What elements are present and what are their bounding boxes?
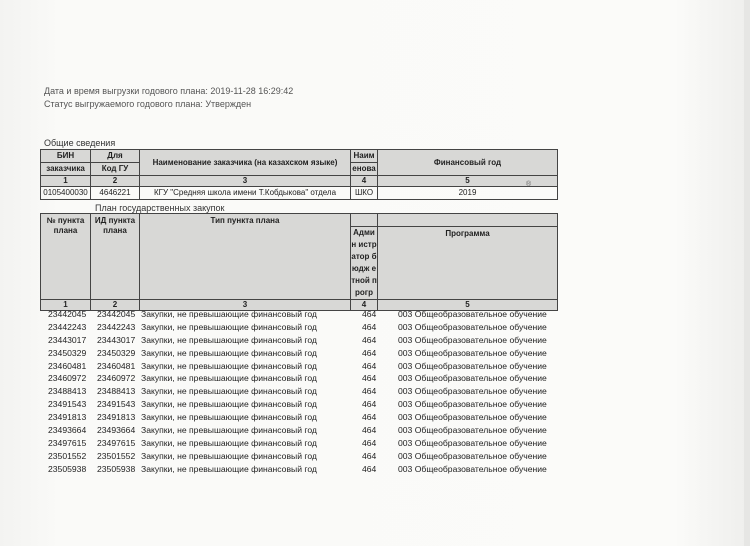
row-admin-code: 464 bbox=[362, 425, 377, 436]
row-admin-code: 464 bbox=[362, 373, 377, 384]
plan-header-table bbox=[40, 213, 558, 311]
col-number: 2 bbox=[91, 176, 140, 187]
row-admin-code: 464 bbox=[362, 309, 377, 319]
row-item-no: 23493664 bbox=[48, 425, 87, 436]
header-fin-year: Финансовый год bbox=[378, 150, 558, 176]
row-item-no: 23505938 bbox=[48, 463, 87, 474]
row-item-no: 23497615 bbox=[48, 437, 87, 448]
row-admin-code: 464 bbox=[362, 437, 377, 448]
header-program-spacer bbox=[378, 214, 558, 227]
table-row bbox=[40, 373, 560, 386]
row-program: 003 Общеобразовательное обучение bbox=[398, 321, 547, 332]
customer-name: КГУ "Средняя школа имени Т.Кобдыкова" отдела bbox=[140, 187, 351, 200]
row-item-type: Закупки, не превышающие финансовый год bbox=[141, 309, 317, 319]
header-bin-bottom: заказчика bbox=[41, 163, 91, 176]
row-item-no: 23460972 bbox=[48, 373, 87, 384]
row-program: 003 Общеобразовательное обучение bbox=[398, 347, 547, 358]
row-item-id: 23488413 bbox=[97, 386, 136, 397]
customer-code: 4646221 bbox=[91, 187, 140, 200]
financial-year: 2019 bbox=[378, 187, 558, 200]
header-item-id: ИД пункта плана bbox=[91, 214, 140, 300]
row-item-no: 23491543 bbox=[48, 399, 87, 410]
row-program: 003 Общеобразовательное обучение bbox=[398, 437, 547, 448]
row-program: 003 Общеобразовательное обучение bbox=[398, 360, 547, 371]
row-item-type: Закупки, не превышающие финансовый год bbox=[141, 437, 317, 448]
row-program: 003 Общеобразовательное обучение bbox=[398, 399, 547, 410]
header-admin-spacer bbox=[351, 214, 378, 227]
row-program: 003 Общеобразовательное обучение bbox=[398, 450, 547, 461]
table-row bbox=[40, 386, 560, 399]
row-item-no: 23443017 bbox=[48, 334, 87, 345]
plan-rows bbox=[40, 309, 560, 477]
export-datetime: Дата и время выгрузки годового плана: 2019-11-28 16:29:42 bbox=[44, 86, 294, 96]
row-item-no: 23442243 bbox=[48, 321, 87, 332]
general-info-table bbox=[40, 149, 558, 200]
table-row bbox=[40, 464, 560, 477]
row-program: 003 Общеобразовательное обучение bbox=[398, 425, 547, 436]
row-item-no: 23491813 bbox=[48, 412, 87, 423]
header-item-no: № пункта плана bbox=[41, 214, 91, 300]
header-admin: Админ истр атор бюдж етной прогр bbox=[351, 227, 378, 300]
plan-status: Статус выгружаемого годового плана: Утвержден bbox=[44, 99, 252, 109]
header-item-type: Тип пункта плана bbox=[140, 214, 351, 300]
row-admin-code: 464 bbox=[362, 321, 377, 332]
row-item-id: 23501552 bbox=[97, 450, 136, 461]
row-item-type: Закупки, не превышающие финансовый год bbox=[141, 425, 317, 436]
row-admin-code: 464 bbox=[362, 360, 377, 371]
table-row bbox=[40, 348, 560, 361]
row-item-id: 23491813 bbox=[97, 412, 136, 423]
row-program: 003 Общеобразовательное обучение bbox=[398, 373, 547, 384]
row-item-type: Закупки, не превышающие финансовый год bbox=[141, 450, 317, 461]
general-section-title: Общие сведения bbox=[44, 138, 116, 148]
customer-region: ШКО bbox=[351, 187, 378, 200]
header-region-bottom: енова bbox=[351, 163, 378, 176]
row-item-type: Закупки, не превышающие финансовый год bbox=[141, 386, 317, 397]
header-bin-top: БИН bbox=[41, 150, 91, 163]
table-row bbox=[40, 399, 560, 412]
table-row bbox=[40, 361, 560, 374]
row-item-id: 23497615 bbox=[97, 437, 136, 448]
row-item-id: 23460972 bbox=[97, 373, 136, 384]
row-admin-code: 464 bbox=[362, 450, 377, 461]
row-item-id: 23443017 bbox=[97, 334, 136, 345]
row-item-type: Закупки, не превышающие финансовый год bbox=[141, 360, 317, 371]
row-item-no: 23488413 bbox=[48, 386, 87, 397]
row-item-id: 23442243 bbox=[97, 321, 136, 332]
col-number: 3 bbox=[140, 300, 351, 311]
row-item-no: 23442045 bbox=[48, 309, 87, 319]
row-admin-code: 464 bbox=[362, 412, 377, 423]
plan-section-title: План государственных закупок bbox=[95, 203, 225, 213]
row-item-id: 23491543 bbox=[97, 399, 136, 410]
row-program: 003 Общеобразовательное обучение bbox=[398, 412, 547, 423]
header-program: Программа bbox=[378, 227, 558, 300]
row-item-no: 23460481 bbox=[48, 360, 87, 371]
row-admin-code: 464 bbox=[362, 399, 377, 410]
row-admin-code: 464 bbox=[362, 463, 377, 474]
header-customer-name: Наименование заказчика (на казахском языке) bbox=[140, 150, 351, 176]
scan-mark: ® bbox=[526, 181, 532, 188]
table-row bbox=[40, 412, 560, 425]
col-number: 1 bbox=[41, 176, 91, 187]
row-item-type: Закупки, не превышающие финансовый год bbox=[141, 321, 317, 332]
row-item-type: Закупки, не превышающие финансовый год bbox=[141, 412, 317, 423]
row-item-type: Закупки, не превышающие финансовый год bbox=[141, 373, 317, 384]
col-number: 4 bbox=[351, 176, 378, 187]
row-program: 003 Общеобразовательное обучение bbox=[398, 309, 547, 319]
table-row bbox=[40, 322, 560, 335]
row-item-type: Закупки, не превышающие финансовый год bbox=[141, 334, 317, 345]
row-item-id: 23493664 bbox=[97, 425, 136, 436]
col-number: 4 bbox=[351, 300, 378, 311]
table-row bbox=[40, 451, 560, 464]
header-code-bottom: Код ГУ bbox=[91, 163, 140, 176]
scan-edge bbox=[744, 0, 750, 546]
col-number: 3 bbox=[140, 176, 351, 187]
row-admin-code: 464 bbox=[362, 334, 377, 345]
table-row bbox=[40, 335, 560, 348]
row-item-id: 23505938 bbox=[97, 463, 136, 474]
table-row bbox=[40, 438, 560, 451]
row-item-id: 23442045 bbox=[97, 309, 136, 319]
row-program: 003 Общеобразовательное обучение bbox=[398, 334, 547, 345]
header-region-top: Наим bbox=[351, 150, 378, 163]
table-row bbox=[40, 309, 560, 322]
row-item-id: 23450329 bbox=[97, 347, 136, 358]
header-code-top: Для bbox=[91, 150, 140, 163]
row-program: 003 Общеобразовательное обучение bbox=[398, 463, 547, 474]
row-admin-code: 464 bbox=[362, 386, 377, 397]
col-number: 5 bbox=[378, 300, 558, 311]
customer-bin: 0105400030 bbox=[41, 187, 91, 200]
row-item-type: Закупки, не превышающие финансовый год bbox=[141, 463, 317, 474]
row-program: 003 Общеобразовательное обучение bbox=[398, 386, 547, 397]
row-item-no: 23501552 bbox=[48, 450, 87, 461]
row-item-type: Закупки, не превышающие финансовый год bbox=[141, 347, 317, 358]
row-admin-code: 464 bbox=[362, 347, 377, 358]
row-item-type: Закупки, не превышающие финансовый год bbox=[141, 399, 317, 410]
col-number: 5 bbox=[378, 176, 558, 187]
row-item-no: 23450329 bbox=[48, 347, 87, 358]
row-item-id: 23460481 bbox=[97, 360, 136, 371]
col-number: 2 bbox=[91, 300, 140, 311]
table-row bbox=[40, 425, 560, 438]
col-number: 1 bbox=[41, 300, 91, 311]
